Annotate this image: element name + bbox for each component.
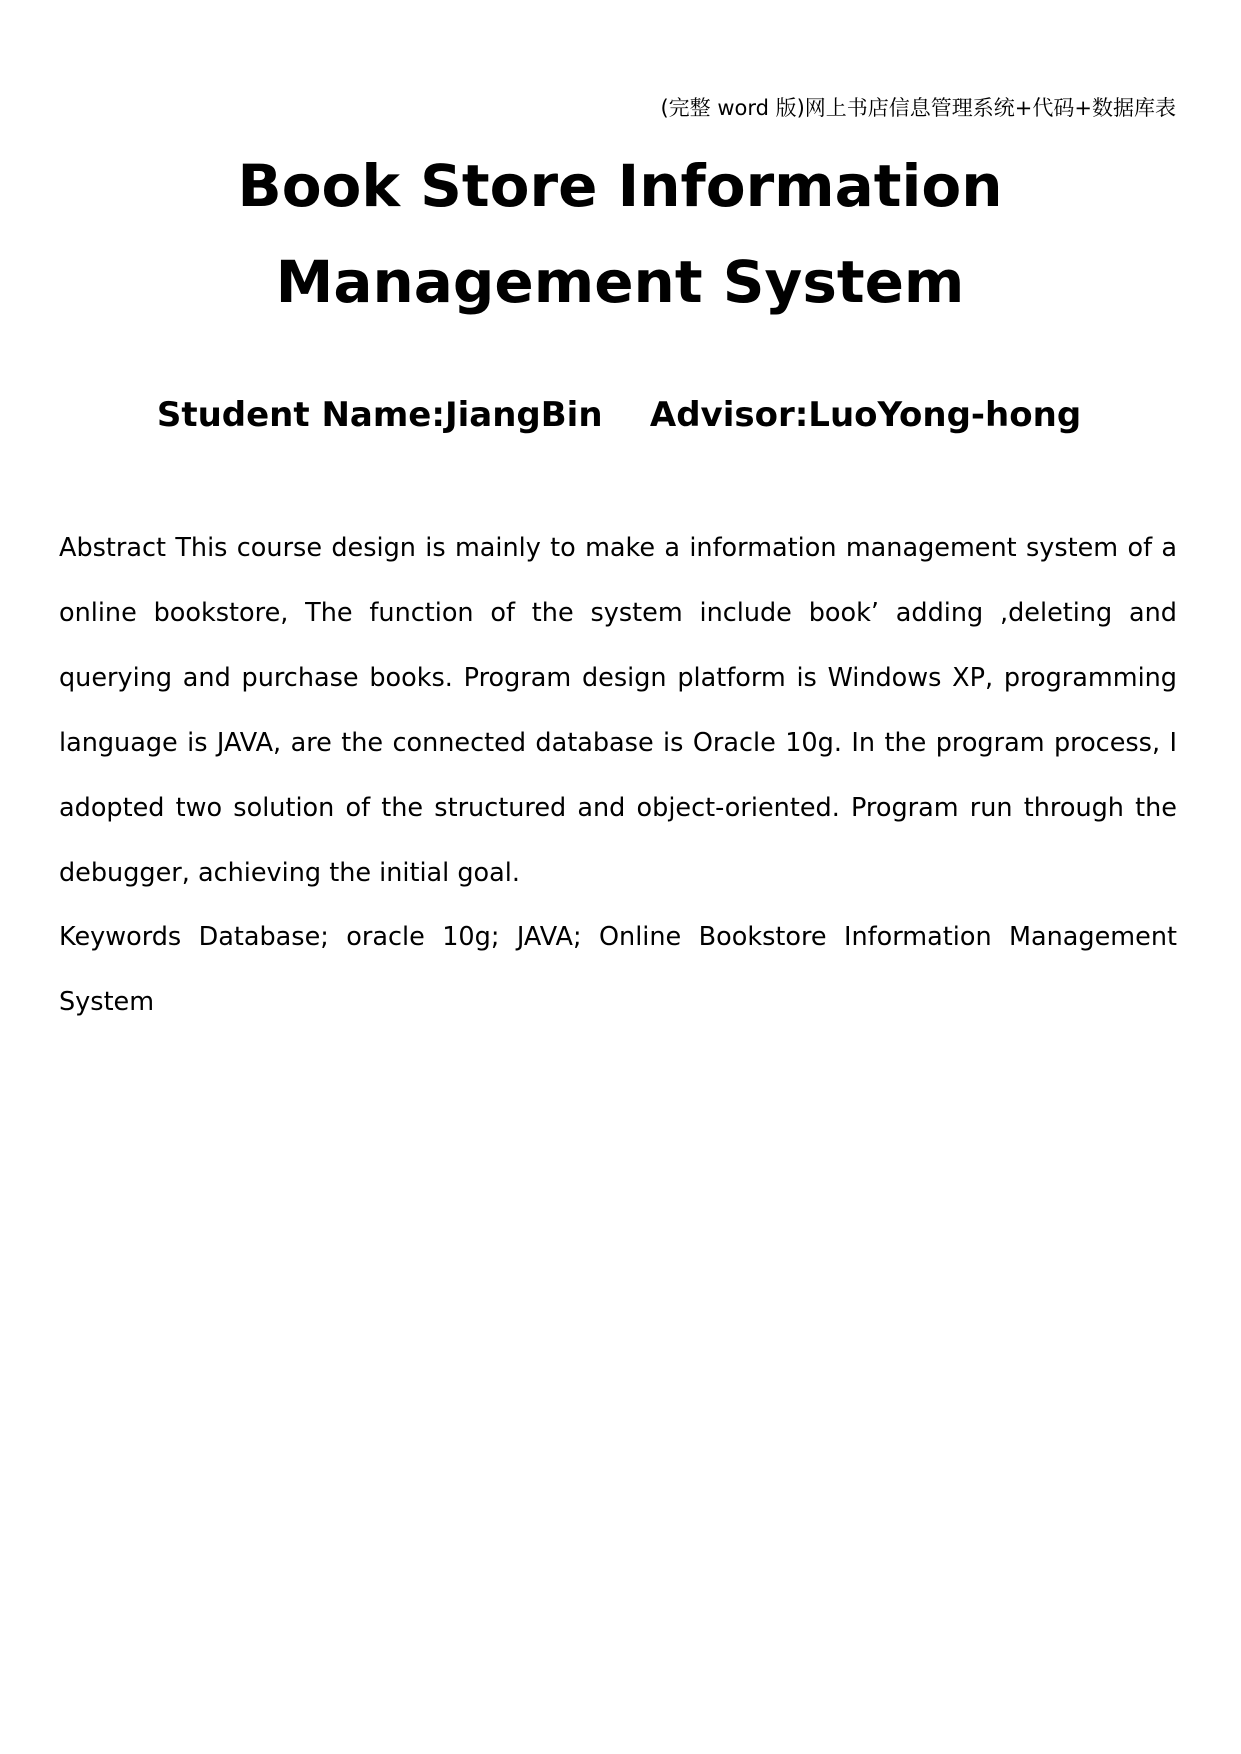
page-header-note: (完整 word 版)网上书店信息管理系统+代码+数据库表 [660,96,1176,120]
document-title: Book Store Information Management System [237,152,1003,316]
author-advisor-line: Student Name:JiangBin Advisor:LuoYong-hong [156,395,1082,435]
keywords-paragraph: Keywords Database; oracle 10g; JAVA; Online Bookstore Information Management System [59,922,1177,1017]
abstract-paragraph: Abstract This course design is mainly to make a information management system of a online bookstore, The function of the system include book’ adding ,deleting and querying and purchase books. Program design platform is Windows XP, programming language is JAVA, are the connected database is Oracle 10g. In the program process, I adopted two solution of the structured and object-oriented. Program run through the debugger, achieving the initial goal. [59,533,1177,888]
